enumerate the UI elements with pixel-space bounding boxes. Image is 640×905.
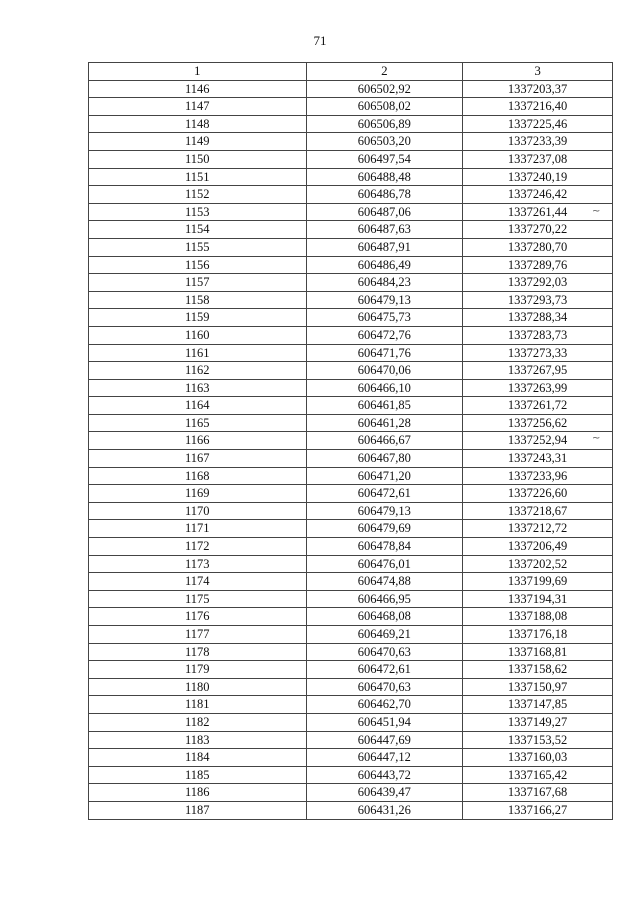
x-coordinate-cell: 606472,61 bbox=[306, 485, 463, 503]
table-row bbox=[89, 115, 613, 133]
y-coordinate-cell: 1337261,72 bbox=[463, 397, 613, 415]
table-row bbox=[89, 80, 613, 98]
x-coordinate-cell: 606469,21 bbox=[306, 626, 463, 644]
table-row bbox=[89, 238, 613, 256]
table-row bbox=[89, 643, 613, 661]
table-row bbox=[89, 608, 613, 626]
table-row bbox=[89, 291, 613, 309]
point-number-cell: 1180 bbox=[89, 678, 307, 696]
x-coordinate-cell: 606506,89 bbox=[306, 115, 463, 133]
table-row bbox=[89, 784, 613, 802]
table-row bbox=[89, 485, 613, 503]
table-row bbox=[89, 450, 613, 468]
point-number-cell: 1182 bbox=[89, 713, 307, 731]
y-coordinate-cell: 1337293,73 bbox=[463, 291, 613, 309]
page-number: 71 bbox=[313, 33, 327, 48]
point-number-cell: 1171 bbox=[89, 520, 307, 538]
table-row bbox=[89, 749, 613, 767]
point-number-cell: 1149 bbox=[89, 133, 307, 151]
y-coordinate-cell: 1337289,76 bbox=[463, 256, 613, 274]
point-number-cell: 1178 bbox=[89, 643, 307, 661]
table-row bbox=[89, 713, 613, 731]
y-coordinate-cell: 1337160,03 bbox=[463, 749, 613, 767]
point-number-cell: 1181 bbox=[89, 696, 307, 714]
table-row bbox=[89, 502, 613, 520]
coordinates-table bbox=[88, 62, 613, 820]
x-coordinate-cell: 606474,88 bbox=[306, 573, 463, 591]
y-coordinate-cell: 1337267,95 bbox=[463, 362, 613, 380]
y-coordinate-cell: 1337237,08 bbox=[463, 150, 613, 168]
table-row bbox=[89, 801, 613, 819]
point-number-cell: 1168 bbox=[89, 467, 307, 485]
table-row bbox=[89, 467, 613, 485]
y-coordinate-cell: 1337261,44 bbox=[463, 203, 613, 221]
point-number-cell: 1177 bbox=[89, 626, 307, 644]
point-number-cell: 1151 bbox=[89, 168, 307, 186]
table-row bbox=[89, 555, 613, 573]
y-coordinate-cell: 1337263,99 bbox=[463, 379, 613, 397]
y-coordinate-cell: 1337168,81 bbox=[463, 643, 613, 661]
y-coordinate-cell: 1337283,73 bbox=[463, 326, 613, 344]
y-coordinate-cell: 1337167,68 bbox=[463, 784, 613, 802]
x-coordinate-cell: 606466,10 bbox=[306, 379, 463, 397]
table-row bbox=[89, 133, 613, 151]
y-coordinate-cell: 1337246,42 bbox=[463, 186, 613, 204]
y-coordinate-cell: 1337166,27 bbox=[463, 801, 613, 819]
y-coordinate-cell: 1337212,72 bbox=[463, 520, 613, 538]
y-coordinate-cell: 1337226,60 bbox=[463, 485, 613, 503]
y-coordinate-cell: 1337147,85 bbox=[463, 696, 613, 714]
point-number-cell: 1176 bbox=[89, 608, 307, 626]
table-row bbox=[89, 661, 613, 679]
point-number-cell: 1159 bbox=[89, 309, 307, 327]
header-cell-3: 3 bbox=[463, 63, 613, 81]
table-row bbox=[89, 538, 613, 556]
y-coordinate-cell: 1337206,49 bbox=[463, 538, 613, 556]
scan-mark: ~ bbox=[592, 206, 601, 217]
x-coordinate-cell: 606451,94 bbox=[306, 713, 463, 731]
x-coordinate-cell: 606470,63 bbox=[306, 678, 463, 696]
x-coordinate-cell: 606439,47 bbox=[306, 784, 463, 802]
table-row bbox=[89, 326, 613, 344]
point-number-cell: 1172 bbox=[89, 538, 307, 556]
x-coordinate-cell: 606508,02 bbox=[306, 98, 463, 116]
x-coordinate-cell: 606462,70 bbox=[306, 696, 463, 714]
point-number-cell: 1175 bbox=[89, 590, 307, 608]
y-coordinate-cell: 1337240,19 bbox=[463, 168, 613, 186]
point-number-cell: 1166 bbox=[89, 432, 307, 450]
x-coordinate-cell: 606471,76 bbox=[306, 344, 463, 362]
point-number-cell: 1184 bbox=[89, 749, 307, 767]
y-coordinate-cell: 1337199,69 bbox=[463, 573, 613, 591]
y-coordinate-cell: 1337188,08 bbox=[463, 608, 613, 626]
table-row bbox=[89, 397, 613, 415]
table-row bbox=[89, 432, 613, 450]
scan-mark: ~ bbox=[592, 433, 601, 444]
point-number-cell: 1155 bbox=[89, 238, 307, 256]
y-coordinate-cell: 1337203,37 bbox=[463, 80, 613, 98]
x-coordinate-cell: 606472,61 bbox=[306, 661, 463, 679]
table-row bbox=[89, 344, 613, 362]
table-row bbox=[89, 98, 613, 116]
x-coordinate-cell: 606472,76 bbox=[306, 326, 463, 344]
y-coordinate-cell: 1337233,96 bbox=[463, 467, 613, 485]
point-number-cell: 1174 bbox=[89, 573, 307, 591]
point-number-cell: 1158 bbox=[89, 291, 307, 309]
x-coordinate-cell: 606486,78 bbox=[306, 186, 463, 204]
y-coordinate-cell: 1337150,97 bbox=[463, 678, 613, 696]
table-row bbox=[89, 520, 613, 538]
x-coordinate-cell: 606443,72 bbox=[306, 766, 463, 784]
x-coordinate-cell: 606475,73 bbox=[306, 309, 463, 327]
x-coordinate-cell: 606487,91 bbox=[306, 238, 463, 256]
table-row bbox=[89, 168, 613, 186]
x-coordinate-cell: 606479,69 bbox=[306, 520, 463, 538]
point-number-cell: 1154 bbox=[89, 221, 307, 239]
table-row bbox=[89, 274, 613, 292]
x-coordinate-cell: 606447,12 bbox=[306, 749, 463, 767]
table-row bbox=[89, 309, 613, 327]
table-row bbox=[89, 150, 613, 168]
x-coordinate-cell: 606476,01 bbox=[306, 555, 463, 573]
point-number-cell: 1156 bbox=[89, 256, 307, 274]
header-cell-2: 2 bbox=[306, 63, 463, 81]
point-number-cell: 1185 bbox=[89, 766, 307, 784]
point-number-cell: 1161 bbox=[89, 344, 307, 362]
x-coordinate-cell: 606470,63 bbox=[306, 643, 463, 661]
x-coordinate-cell: 606478,84 bbox=[306, 538, 463, 556]
point-number-cell: 1150 bbox=[89, 150, 307, 168]
point-number-cell: 1164 bbox=[89, 397, 307, 415]
y-coordinate-cell: 1337153,52 bbox=[463, 731, 613, 749]
y-coordinate-cell: 1337280,70 bbox=[463, 238, 613, 256]
point-number-cell: 1157 bbox=[89, 274, 307, 292]
x-coordinate-cell: 606471,20 bbox=[306, 467, 463, 485]
table-row bbox=[89, 731, 613, 749]
point-number-cell: 1170 bbox=[89, 502, 307, 520]
x-coordinate-cell: 606497,54 bbox=[306, 150, 463, 168]
x-coordinate-cell: 606487,63 bbox=[306, 221, 463, 239]
table-row bbox=[89, 590, 613, 608]
y-coordinate-cell: 1337165,42 bbox=[463, 766, 613, 784]
point-number-cell: 1148 bbox=[89, 115, 307, 133]
point-number-cell: 1153 bbox=[89, 203, 307, 221]
x-coordinate-cell: 606484,23 bbox=[306, 274, 463, 292]
point-number-cell: 1147 bbox=[89, 98, 307, 116]
point-number-cell: 1179 bbox=[89, 661, 307, 679]
x-coordinate-cell: 606479,13 bbox=[306, 502, 463, 520]
table-row bbox=[89, 678, 613, 696]
y-coordinate-cell: 1337218,67 bbox=[463, 502, 613, 520]
y-coordinate-cell: 1337273,33 bbox=[463, 344, 613, 362]
y-coordinate-cell: 1337292,03 bbox=[463, 274, 613, 292]
y-coordinate-cell: 1337176,18 bbox=[463, 626, 613, 644]
x-coordinate-cell: 606486,49 bbox=[306, 256, 463, 274]
point-number-cell: 1173 bbox=[89, 555, 307, 573]
table-row bbox=[89, 256, 613, 274]
y-coordinate-cell: 1337270,22 bbox=[463, 221, 613, 239]
y-coordinate-cell: 1337256,62 bbox=[463, 414, 613, 432]
y-coordinate-cell: 1337149,27 bbox=[463, 713, 613, 731]
x-coordinate-cell: 606466,95 bbox=[306, 590, 463, 608]
point-number-cell: 1163 bbox=[89, 379, 307, 397]
x-coordinate-cell: 606447,69 bbox=[306, 731, 463, 749]
x-coordinate-cell: 606488,48 bbox=[306, 168, 463, 186]
header-row bbox=[89, 63, 613, 81]
table-row bbox=[89, 203, 613, 221]
x-coordinate-cell: 606467,80 bbox=[306, 450, 463, 468]
y-coordinate-cell: 1337252,94 bbox=[463, 432, 613, 450]
x-coordinate-cell: 606468,08 bbox=[306, 608, 463, 626]
x-coordinate-cell: 606470,06 bbox=[306, 362, 463, 380]
point-number-cell: 1162 bbox=[89, 362, 307, 380]
point-number-cell: 1160 bbox=[89, 326, 307, 344]
header-cell-1: 1 bbox=[89, 63, 307, 81]
point-number-cell: 1169 bbox=[89, 485, 307, 503]
table-header bbox=[89, 63, 613, 81]
table-row bbox=[89, 379, 613, 397]
point-number-cell: 1152 bbox=[89, 186, 307, 204]
point-number-cell: 1187 bbox=[89, 801, 307, 819]
table-row bbox=[89, 573, 613, 591]
x-coordinate-cell: 606431,26 bbox=[306, 801, 463, 819]
point-number-cell: 1167 bbox=[89, 450, 307, 468]
y-coordinate-cell: 1337225,46 bbox=[463, 115, 613, 133]
x-coordinate-cell: 606503,20 bbox=[306, 133, 463, 151]
y-coordinate-cell: 1337243,31 bbox=[463, 450, 613, 468]
table-row bbox=[89, 766, 613, 784]
point-number-cell: 1146 bbox=[89, 80, 307, 98]
point-number-cell: 1183 bbox=[89, 731, 307, 749]
y-coordinate-cell: 1337158,62 bbox=[463, 661, 613, 679]
point-number-cell: 1165 bbox=[89, 414, 307, 432]
x-coordinate-cell: 606461,85 bbox=[306, 397, 463, 415]
table-row bbox=[89, 362, 613, 380]
y-coordinate-cell: 1337202,52 bbox=[463, 555, 613, 573]
table-row bbox=[89, 186, 613, 204]
table-row bbox=[89, 696, 613, 714]
y-coordinate-cell: 1337233,39 bbox=[463, 133, 613, 151]
point-number-cell: 1186 bbox=[89, 784, 307, 802]
x-coordinate-cell: 606487,06 bbox=[306, 203, 463, 221]
table-body bbox=[89, 80, 613, 819]
x-coordinate-cell: 606466,67 bbox=[306, 432, 463, 450]
x-coordinate-cell: 606461,28 bbox=[306, 414, 463, 432]
x-coordinate-cell: 606502,92 bbox=[306, 80, 463, 98]
x-coordinate-cell: 606479,13 bbox=[306, 291, 463, 309]
y-coordinate-cell: 1337194,31 bbox=[463, 590, 613, 608]
table-row bbox=[89, 221, 613, 239]
table-row bbox=[89, 626, 613, 644]
y-coordinate-cell: 1337288,34 bbox=[463, 309, 613, 327]
table-row bbox=[89, 414, 613, 432]
y-coordinate-cell: 1337216,40 bbox=[463, 98, 613, 116]
